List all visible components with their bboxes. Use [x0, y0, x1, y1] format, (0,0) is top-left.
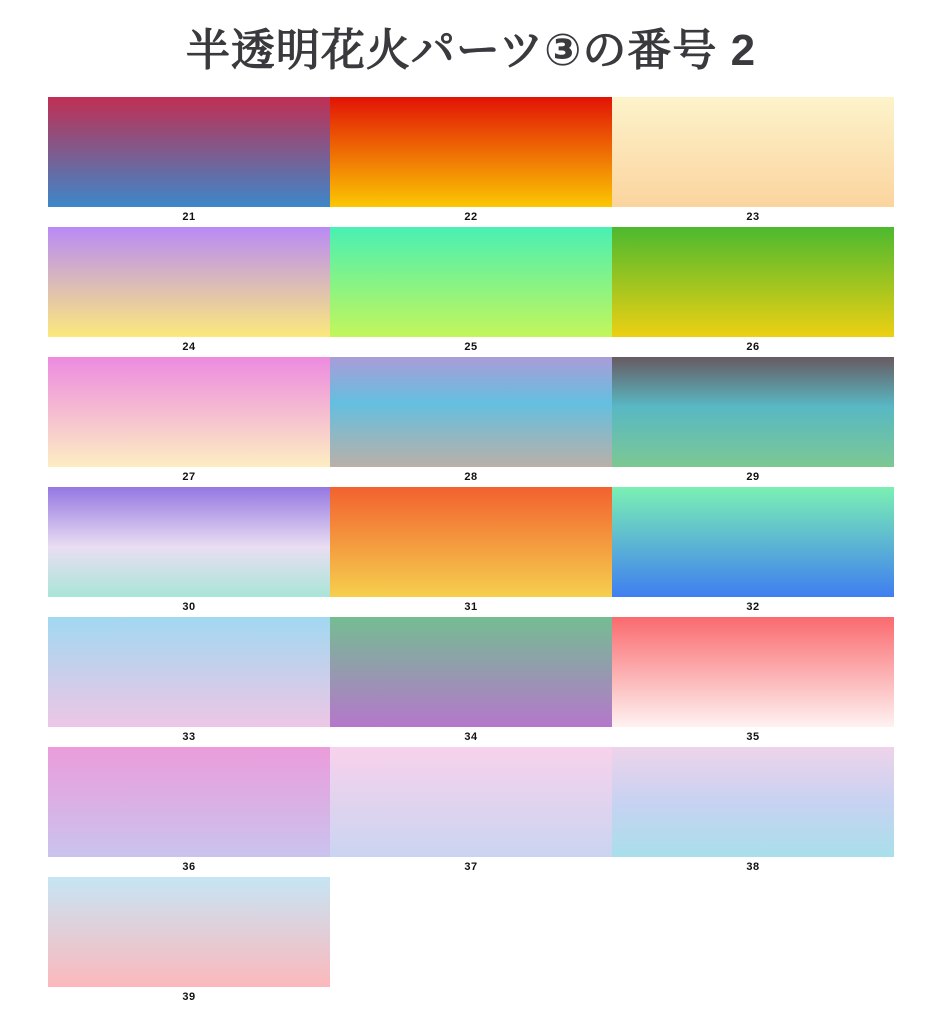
gradient-swatch [330, 747, 612, 857]
gradient-swatch [48, 747, 330, 857]
swatch-cell [330, 487, 612, 617]
gradient-swatch [612, 357, 894, 467]
swatch-number-label: 28 [464, 471, 478, 483]
swatch-number-label: 39 [182, 991, 196, 1003]
swatch-number-label: 30 [182, 601, 196, 613]
gradient-swatch [330, 617, 612, 727]
swatch-cell [48, 487, 330, 617]
swatch-cell [612, 487, 894, 617]
swatch-number-label: 27 [182, 471, 196, 483]
swatch-cell [612, 357, 894, 487]
swatch-cell [48, 617, 330, 747]
page-title: 半透明花火パーツ③の番号 2 [185, 26, 757, 75]
gradient-swatch [48, 877, 330, 987]
gradient-swatch [48, 487, 330, 597]
gradient-swatch [612, 227, 894, 337]
swatch-number-label: 33 [182, 731, 196, 743]
swatch-cell [48, 357, 330, 487]
swatch-cell [612, 617, 894, 747]
gradient-swatch [48, 617, 330, 727]
swatch-cell [48, 877, 330, 1007]
swatch-number-label: 36 [182, 861, 196, 873]
swatch-cell [48, 97, 330, 227]
gradient-swatch [330, 487, 612, 597]
gradient-swatch [330, 97, 612, 207]
swatch-number-label: 29 [746, 471, 760, 483]
swatch-cell [330, 227, 612, 357]
swatch-cell [48, 747, 330, 877]
swatch-number-label: 23 [746, 211, 760, 223]
gradient-swatch [48, 97, 330, 207]
swatch-number-label: 32 [746, 601, 760, 613]
gradient-swatch [612, 747, 894, 857]
gradient-swatch [330, 227, 612, 337]
swatch-number-label: 24 [182, 341, 196, 353]
swatch-cell [48, 227, 330, 357]
swatch-grid [48, 97, 894, 1007]
gradient-swatch [612, 487, 894, 597]
swatch-number-label: 21 [182, 211, 196, 223]
swatch-number-label: 22 [464, 211, 478, 223]
gradient-swatch [330, 357, 612, 467]
swatch-number-label: 38 [746, 861, 760, 873]
swatch-cell [330, 747, 612, 877]
swatch-number-label: 34 [464, 731, 478, 743]
swatch-number-label: 37 [464, 861, 478, 873]
gradient-swatch [612, 97, 894, 207]
swatch-number-label: 26 [746, 341, 760, 353]
swatch-number-label: 35 [746, 731, 760, 743]
swatch-cell [330, 617, 612, 747]
gradient-swatch [612, 617, 894, 727]
gradient-swatch [48, 357, 330, 467]
swatch-number-label: 31 [464, 601, 478, 613]
swatch-cell [330, 357, 612, 487]
swatch-cell [612, 747, 894, 877]
gradient-swatch [48, 227, 330, 337]
swatch-cell [612, 97, 894, 227]
swatch-cell [612, 227, 894, 357]
swatch-cell [330, 97, 612, 227]
swatch-number-label: 25 [464, 341, 478, 353]
